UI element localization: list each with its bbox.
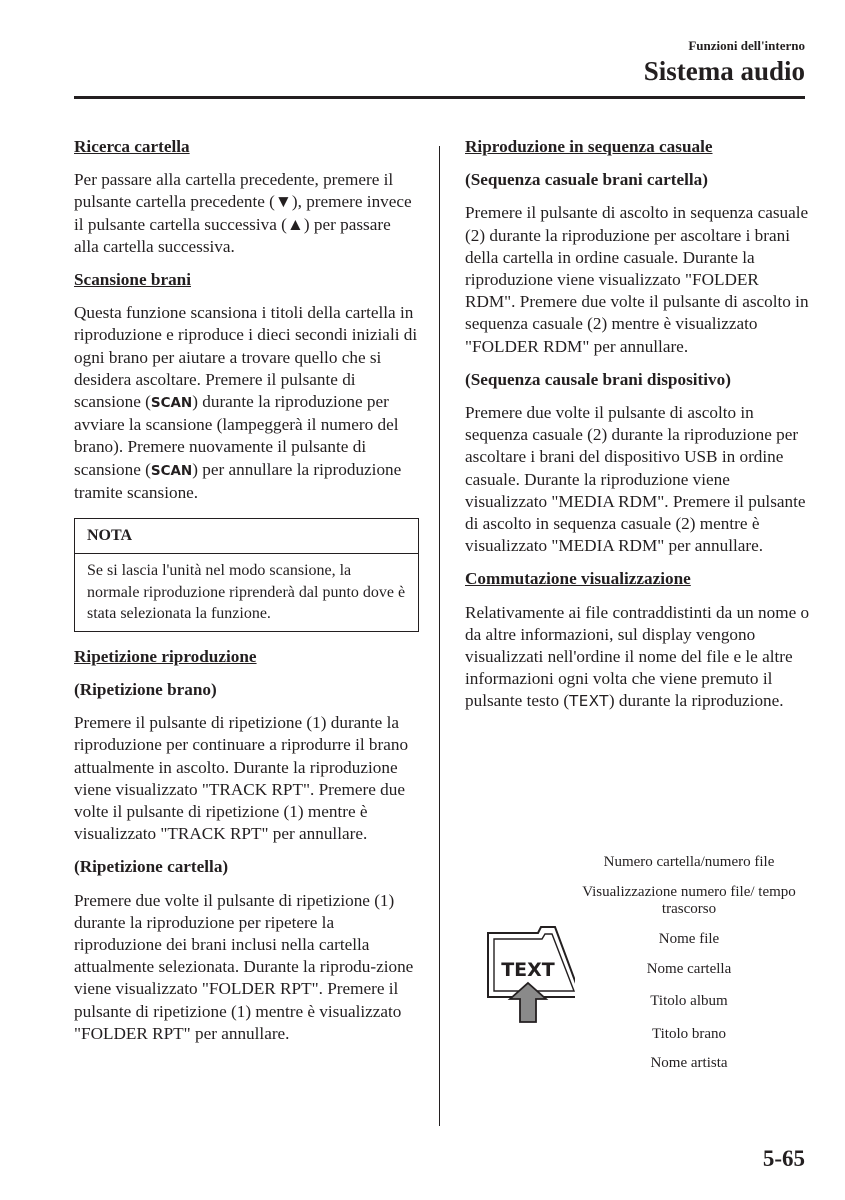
scansione-text: [74, 302, 419, 504]
diagram-item: Nome file: [658, 931, 720, 947]
scansione-text-part2: ) durante la riproduzione per avviare la scansione (lampeggerà il numero del brano). Premere nuovamente il pulsante di scansione (: [74, 392, 399, 479]
display-cycle-diagram: [465, 850, 810, 1090]
diagram-item: Nome artista: [650, 1055, 728, 1071]
casuale-dispositivo-text: Premere due volte il pulsante di ascolto in sequenza casuale (2) durante la riproduzione per ascoltare i brani del dispositivo USB in ordine casuale. Durante la riproduzione viene visualizzato "MEDIA RDM". Premere il pulsante di ascolto in sequenza casuale (2) mentre è visualizzato "MEDIA RDM" per annullare.: [465, 403, 806, 556]
text-button-label: TEXT: [501, 959, 555, 981]
casuale-cartella-text: Premere il pulsante di ascolto in sequenza casuale (2) durante la riproduzione per ascoltare i brani della cartella in ordine casuale. Durante la riproduzione viene visualizzato "FOLDER RDM". Premere due volte il pulsante di ascolto in sequenza casuale (2) mentre è visualizzato "FOLDER RDM" per annullare.: [465, 203, 809, 356]
diagram-item: Nome cartella: [646, 961, 732, 977]
header-rule: [74, 96, 805, 99]
commutazione-text: [465, 602, 810, 713]
left-column: [74, 136, 419, 1056]
rip-brano-text: Premere il pulsante di ripetizione (1) durante la riproduzione per continuare a riprodurre il brano attualmente in ascolto. Durante la riproduzione viene visualizzato "TRACK RPT". Premere due volte il pulsante di ripetizione (1) mentre è visualizzato "TRACK RPT" per annullare.: [74, 713, 409, 844]
diagram-item: Numero cartella/numero file: [603, 854, 775, 870]
text-button-illustration: [465, 850, 575, 1090]
commutazione-text-part1: Relativamente ai file contraddistinti da un nome o da altre informazioni, sul display vengono visualizzati nell'ordine il nome del file e le altre informazioni ogni volta che viene premuto il pulsante testo (: [465, 602, 810, 711]
header-section: Funzioni dell'interno: [688, 38, 805, 53]
column-divider: [439, 146, 440, 1126]
ripetizione-heading: Ripetizione riproduzione: [74, 646, 257, 666]
casuale-dispositivo-subheading: (Sequenza causale brani dispositivo): [465, 369, 731, 389]
scansione-text-part1: Questa funzione scansiona i titoli della cartella in riproduzione e riproduce i dieci secondi iniziali di ogni brano per aiutare a trovare quello che si desidera ascoltare. Premere il pulsante di scansione (: [74, 303, 418, 412]
rip-cartella-text: Premere due volte il pulsante di ripetizione (1) durante la riproduzione per ripetere la riproduzione dei brani inclusi nella cartella attualmente selezionata. Durante la riprodu-zione viene visualizzato "FOLDER RPT". Premere il pulsante di ripetizione (1) mentre è visualizzato "FOLDER RPT" per annullare.: [74, 890, 414, 1043]
rip-brano-subheading: (Ripetizione brano): [74, 679, 217, 699]
scan-key-label: SCAN: [150, 462, 193, 479]
diagram-item: Titolo brano: [651, 1026, 727, 1042]
text-key-label: TEXT: [569, 692, 609, 711]
commutazione-text-part2: ) durante la riproduzione.: [608, 691, 784, 711]
scan-key-label: SCAN: [150, 395, 193, 412]
diagram-item: Titolo album: [650, 993, 728, 1009]
page-number: 5-65: [762, 1146, 805, 1171]
page-title: Sistema audio: [643, 56, 805, 86]
casuale-cartella-subheading: (Sequenza casuale brani cartella): [465, 170, 708, 190]
nota-heading: NOTA: [75, 519, 418, 554]
scansione-heading: Scansione brani: [74, 270, 191, 290]
ricerca-text: Per passare alla cartella precedente, premere il pulsante cartella precedente (▼), premere invece il pulsante cartella successiva (▲) per passare alla cartella successiva.: [74, 170, 412, 256]
nota-box: [74, 518, 419, 632]
diagram-item: Visualizzazione numero file/ tempo trascorso: [582, 884, 796, 917]
scansione-text-part3: ) per annullare la riproduzione tramite scansione.: [74, 459, 402, 502]
rip-cartella-subheading: (Ripetizione cartella): [74, 857, 229, 877]
right-column: [465, 136, 810, 724]
nota-text: Se si lascia l'unità nel modo scansione, la normale riproduzione riprenderà dal punto dove è stata selezionata la funzione.: [87, 562, 406, 623]
ricerca-heading: Ricerca cartella: [74, 137, 190, 156]
casuale-heading: Riproduzione in sequenza casuale: [465, 137, 713, 156]
commutazione-heading: Commutazione visualizzazione: [465, 569, 691, 589]
